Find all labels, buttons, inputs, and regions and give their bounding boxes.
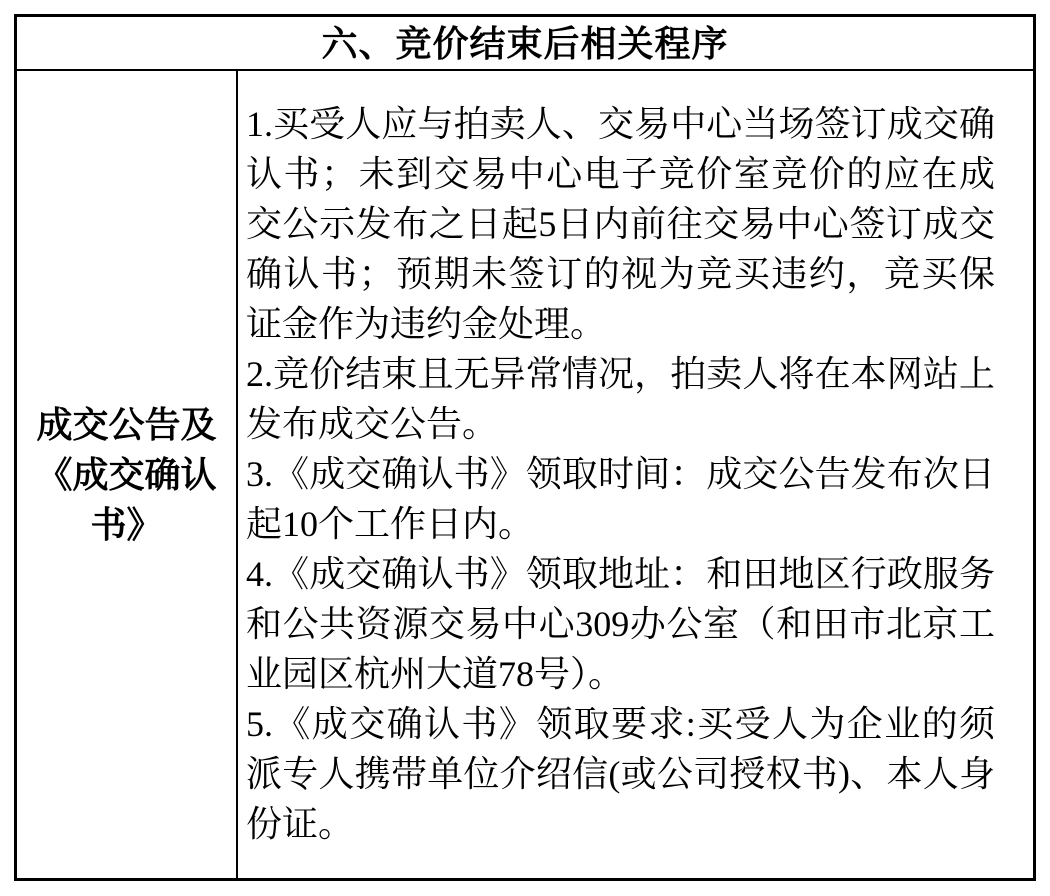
row-label: 成交公告及《成交确认书》 xyxy=(36,404,217,545)
row-label-cell xyxy=(17,71,238,878)
procedure-item-2: 2.竞价结束且无异常情况，拍卖人将在本网站上发布成交公告。 xyxy=(246,354,995,444)
table-body-row xyxy=(17,71,1033,878)
table-title: 六、竞价结束后相关程序 xyxy=(321,24,729,64)
procedure-item-4: 4.《成交确认书》领取地址：和田地区行政服务和公共资源交易中心309办公室（和田市北京工业园区杭州大道78号）。 xyxy=(246,554,995,694)
procedure-item-3: 3.《成交确认书》领取时间：成交公告发布次日起10个工作日内。 xyxy=(246,454,995,544)
table-header-row xyxy=(17,17,1033,71)
row-content-cell xyxy=(238,71,1033,878)
procedure-item-1: 1.买受人应与拍卖人、交易中心当场签订成交确认书；未到交易中心电子竞价室竞价的应在成交公示发布之日起5日内前往交易中心签订成交确认书；预期未签订的视为竞买违约，竞买保证金作为违约金处理。 xyxy=(246,104,995,344)
procedures-table xyxy=(14,14,1036,881)
procedure-item-5: 5.《成交确认书》领取要求:买受人为企业的须派专人携带单位介绍信(或公司授权书)、本人身份证。 xyxy=(246,704,995,844)
